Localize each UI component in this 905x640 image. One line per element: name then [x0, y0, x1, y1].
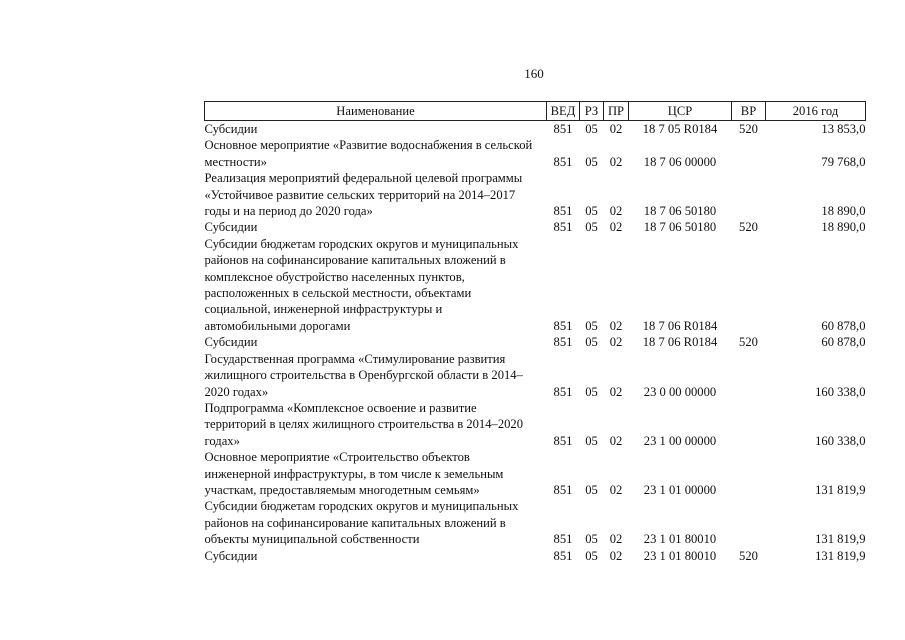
row-csr: 18 7 05 R0184: [642, 122, 718, 136]
row-name-line: Субсидии: [204, 122, 258, 136]
row-vr: [732, 449, 766, 498]
header-ved: ВЕД: [547, 102, 580, 121]
row-rz: 05: [585, 318, 598, 333]
table-row: [205, 121, 866, 138]
row-pr: 02: [609, 122, 623, 136]
row-amount: 79 768,0: [821, 154, 866, 169]
row-name-line: Субсидии бюджетам городских округов и муниципальных: [204, 499, 519, 514]
row-name-line: территорий в целях жилищного строительства в 2014–2020: [204, 417, 524, 432]
row-csr: 18 7 06 00000: [643, 154, 717, 169]
row-amount: 131 819,9: [815, 482, 866, 497]
row-ved: 851: [553, 548, 573, 563]
row-pr: 02: [609, 384, 623, 399]
row-ved: 851: [553, 384, 573, 399]
row-amount: 18 890,0: [821, 220, 866, 235]
row-name-line: Субсидии: [204, 335, 258, 350]
table-row: [205, 334, 866, 350]
row-name-line: Субсидии бюджетам городских округов и муниципальных: [204, 236, 519, 251]
row-vr: 520: [739, 220, 758, 235]
row-amount: 60 878,0: [821, 318, 866, 333]
row-amount: 131 819,9: [815, 548, 866, 563]
row-ved: 851: [553, 532, 573, 547]
row-ved: 851: [553, 335, 573, 350]
row-csr: 23 1 01 00000: [643, 482, 717, 497]
row-name: [205, 137, 547, 170]
row-rz: 05: [585, 482, 598, 497]
table-row: [205, 449, 866, 498]
row-name-line: Субсидии: [204, 220, 258, 235]
row-pr: 02: [609, 532, 623, 547]
row-name: [205, 351, 547, 400]
table-row: [205, 548, 866, 564]
header-amount: 2016 год: [766, 102, 866, 121]
row-ved: 851: [553, 204, 573, 219]
row-rz: 05: [585, 204, 598, 219]
table-row: [205, 351, 866, 400]
row-amount: 131 819,9: [815, 532, 866, 547]
row-csr: 18 7 06 R0184: [642, 318, 718, 333]
row-pr: 02: [609, 204, 623, 219]
row-rz: 05: [585, 433, 598, 448]
row-name-line: автомобильными дорогами: [204, 318, 351, 333]
page-number: 160: [524, 66, 544, 81]
row-name-line: комплексное обустройство населенных пунктов,: [204, 269, 465, 284]
row-csr: 18 7 06 R0184: [642, 335, 718, 350]
table-row: [205, 170, 866, 219]
row-ved: 851: [553, 154, 573, 169]
table-row: [205, 236, 866, 334]
header-pr: ПР: [604, 102, 629, 121]
row-csr: 23 1 01 80010: [643, 532, 717, 547]
row-name-line: расположенных в сельской местности, объектами: [204, 286, 472, 301]
budget-table: [204, 101, 866, 564]
table-header-row: [205, 102, 866, 121]
row-name-line: социальной, инженерной инфраструктуры и: [204, 302, 443, 317]
row-name-line: 2020 годах»: [204, 384, 269, 399]
row-vr: [732, 236, 766, 334]
row-rz: 05: [585, 220, 598, 235]
row-name: [205, 548, 547, 564]
row-vr: 520: [739, 548, 758, 563]
row-pr: 02: [609, 220, 623, 235]
row-pr: 02: [609, 433, 623, 448]
row-pr: 02: [609, 154, 623, 169]
row-vr: 520: [739, 335, 758, 350]
row-name-line: Основное мероприятие «Строительство объектов: [204, 450, 470, 465]
row-ved: 851: [553, 122, 573, 136]
row-vr: [732, 137, 766, 170]
row-vr: 520: [739, 122, 758, 136]
header-name: Наименование: [205, 102, 547, 121]
row-name-line: «Устойчивое развитие сельских территорий на 2014–2017: [204, 187, 516, 202]
row-name-line: Подпрограмма «Комплексное освоение и развитие: [204, 400, 477, 415]
row-ved: 851: [553, 433, 573, 448]
row-name-line: Реализация мероприятий федеральной целевой программы: [204, 171, 523, 186]
row-name-line: районов на софинансирование капитальных вложений в: [204, 253, 506, 268]
row-csr: 23 1 01 80010: [643, 548, 717, 563]
row-name: [205, 170, 547, 219]
row-name-line: Субсидии: [204, 548, 258, 563]
row-rz: 05: [585, 154, 598, 169]
row-name: [205, 334, 547, 350]
row-name-line: объекты муниципальной собственности: [204, 532, 420, 547]
table-row: [205, 219, 866, 235]
row-name: [205, 498, 547, 547]
row-name-line: местности»: [204, 154, 267, 169]
row-rz: 05: [585, 335, 598, 350]
table-row: [205, 137, 866, 170]
row-amount: 13 853,0: [821, 122, 866, 136]
row-pr: 02: [609, 318, 623, 333]
row-name: [205, 400, 547, 449]
row-name-line: районов на софинансирование капитальных вложений в: [204, 515, 506, 530]
row-csr: 18 7 06 50180: [643, 204, 717, 219]
row-pr: 02: [609, 548, 623, 563]
row-csr: 23 0 00 00000: [643, 384, 717, 399]
row-name: [205, 236, 547, 334]
row-pr: 02: [609, 335, 623, 350]
row-name: [205, 449, 547, 498]
row-name-line: участкам, предоставляемым многодетным семьям»: [204, 482, 480, 497]
row-ved: 851: [553, 318, 573, 333]
row-ved: 851: [553, 220, 573, 235]
row-ved: 851: [553, 482, 573, 497]
row-name-line: Государственная программа «Стимулирование развития: [204, 351, 506, 366]
header-csr: ЦСР: [629, 102, 732, 121]
header-rz: РЗ: [580, 102, 604, 121]
row-vr: [732, 351, 766, 400]
row-name-line: годах»: [204, 433, 240, 448]
table-row: [205, 498, 866, 547]
row-vr: [732, 170, 766, 219]
row-amount: 160 338,0: [815, 384, 866, 399]
row-csr: 23 1 00 00000: [643, 433, 717, 448]
row-pr: 02: [609, 482, 623, 497]
row-rz: 05: [585, 122, 598, 136]
row-name-line: жилищного строительства в Оренбургской области в 2014–: [204, 368, 523, 383]
row-name-line: инженерной инфраструктуры, в том числе к земельным: [204, 466, 504, 481]
row-amount: 18 890,0: [821, 204, 866, 219]
row-csr: 18 7 06 50180: [643, 220, 717, 235]
row-vr: [732, 400, 766, 449]
row-rz: 05: [585, 548, 598, 563]
header-vr: ВР: [732, 102, 766, 121]
row-name: [205, 121, 547, 138]
table-body: [205, 121, 866, 564]
row-rz: 05: [585, 384, 598, 399]
row-name-line: годы и на период до 2020 года»: [204, 204, 373, 219]
row-vr: [732, 498, 766, 547]
row-rz: 05: [585, 532, 598, 547]
row-name: [205, 219, 547, 235]
row-amount: 160 338,0: [815, 433, 866, 448]
row-name-line: Основное мероприятие «Развитие водоснабжения в сельской: [204, 138, 533, 153]
row-amount: 60 878,0: [821, 335, 866, 350]
table-row: [205, 400, 866, 449]
